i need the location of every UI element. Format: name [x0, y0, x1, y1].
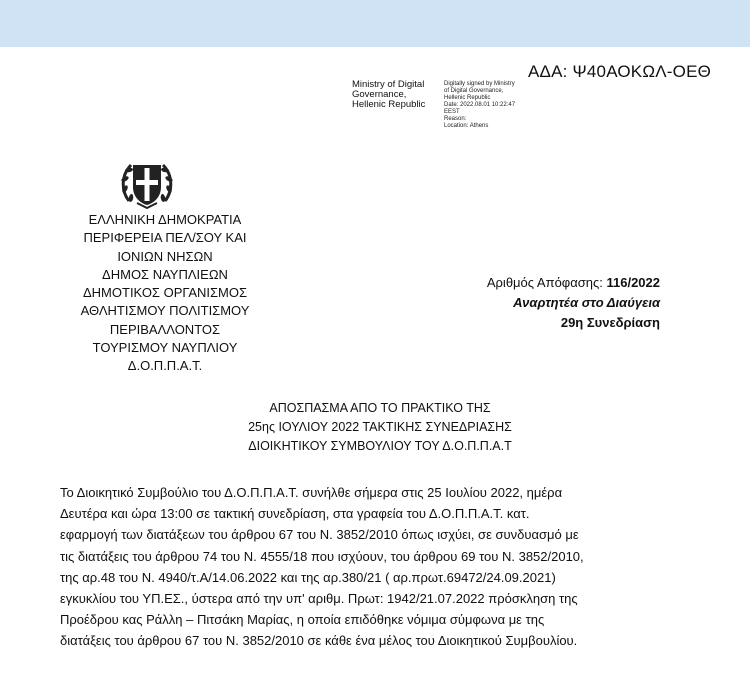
- signature-signer: [352, 80, 425, 110]
- issuer-header: [40, 211, 290, 376]
- body-line: εγκυκλίου του ΥΠ.ΕΣ., ύστερα από την υπ' αριθμ. Πρωτ: 1942/21.07.2022 πρόσκληση της: [60, 591, 578, 607]
- excerpt-line: ΑΠΟΣΠΑΣΜΑ ΑΠΟ ΤΟ ΠΡΑΚΤΙΚΟ ΤΗΣ: [269, 401, 491, 415]
- signature-detail-line: Date: 2022.08.01 10:22:47: [444, 102, 516, 108]
- body-line: Το Διοικητικό Συμβούλιο του Δ.Ο.Π.Π.Α.Τ. συνήλθε σήμερα στις 25 Ιουλίου 2022, ημέρα: [60, 485, 563, 500]
- decision-number-row: [440, 273, 660, 293]
- session-number: 29η Συνεδρίαση: [560, 315, 660, 330]
- issuer-line: Δ.Ο.Π.Π.Α.Τ.: [127, 358, 203, 374]
- body-line: Δευτέρα και ώρα 13:00 σε τακτική συνεδρίαση, στα γραφεία του Δ.Ο.Π.Π.Α.Τ. κατ.: [60, 506, 530, 522]
- body-line: τις διατάξεις του άρθρου 74 του Ν. 4555/18 που ισχύουν, του άρθρου 69 του Ν. 3852/2010,: [60, 548, 584, 564]
- signature-detail-line: Location: Athens: [444, 123, 489, 129]
- signature-detail-line: Hellenic Republic: [444, 95, 491, 101]
- ada-code: ΑΔΑ: Ψ40ΑΟΚΩΛ-ΟΕΘ: [528, 62, 712, 81]
- body-line: διατάξεις του άρθρου 67 του Ν. 3852/2010 σε κάθε ένα μέλος του Διοικητικού Συμβουλίου.: [60, 633, 578, 649]
- signature-details: [444, 81, 534, 130]
- signature-detail-line: of Digital Governance,: [444, 88, 504, 94]
- issuer-line: ΔΗΜΟΣ ΝΑΥΠΛΙΕΩΝ: [102, 266, 228, 282]
- issuer-line: ΠΕΡΙΒΑΛΛΟΝΤΟΣ: [109, 321, 221, 337]
- decision-info: [440, 273, 660, 333]
- issuer-line: ΔΗΜΟΤΙΚΟΣ ΟΡΓΑΝΙΣΜΟΣ: [82, 285, 248, 301]
- decision-label: Αριθμός Απόφασης:: [486, 275, 607, 290]
- issuer-line: ΠΕΡΙΦΕΡΕΙΑ ΠΕΛ/ΣΟΥ ΚΑΙ: [83, 230, 247, 246]
- top-banner: [0, 0, 750, 47]
- hellenic-emblem-icon: [119, 157, 175, 209]
- issuer-line: ΕΛΛΗΝΙΚΗ ΔΗΜΟΚΡΑΤΙΑ: [88, 212, 242, 227]
- signature-detail-line: Digitally signed by Ministry: [444, 81, 515, 87]
- signer-line: Ministry of Digital: [352, 79, 425, 90]
- decision-number: 116/2022: [606, 275, 660, 290]
- body-line: της αρ.48 του Ν. 4940/τ.Α/14.06.2022 και της αρ.380/21 ( αρ.πρωτ.69472/24.09.2021): [60, 569, 556, 585]
- body-paragraph: [60, 482, 687, 652]
- signer-line: Governance,: [352, 89, 407, 100]
- body-line: Προέδρου κας Ράλλη – Πιτσάκη Μαρίας, η οποία επιδόθηκε νόμιμα σύμφωνα με της: [60, 612, 545, 628]
- excerpt-title: [170, 399, 590, 456]
- excerpt-line: ΔΙΟΙΚΗΤΙΚΟΥ ΣΥΜΒΟΥΛΙΟΥ ΤΟΥ Δ.Ο.Π.Π.Α.Τ: [248, 439, 512, 453]
- excerpt-line: 25ης ΙΟΥΛΙΟΥ 2022 ΤΑΚΤΙΚΗΣ ΣΥΝΕΔΡΙΑΣΗΣ: [248, 420, 512, 434]
- signer-line: Hellenic Republic: [352, 99, 426, 110]
- body-line: εφαρμογή των διατάξεων του άρθρου 67 του Ν. 3852/2010 όπως ισχύει, σε συνδυασμό με: [60, 527, 579, 543]
- issuer-line: ΑΘΛΗΤΙΣΜΟΥ ΠΟΛΙΤΙΣΜΟΥ: [80, 303, 250, 319]
- issuer-line: ΤΟΥΡΙΣΜΟΥ ΝΑΥΠΛΙΟΥ: [92, 340, 238, 356]
- signature-detail-line: EEST: [444, 109, 460, 115]
- signature-detail-line: Reason:: [444, 116, 467, 122]
- issuer-line: ΙΟΝΙΩΝ ΝΗΣΩΝ: [117, 248, 213, 264]
- publish-note: Αναρτητέα στο Διαύγεια: [513, 295, 660, 310]
